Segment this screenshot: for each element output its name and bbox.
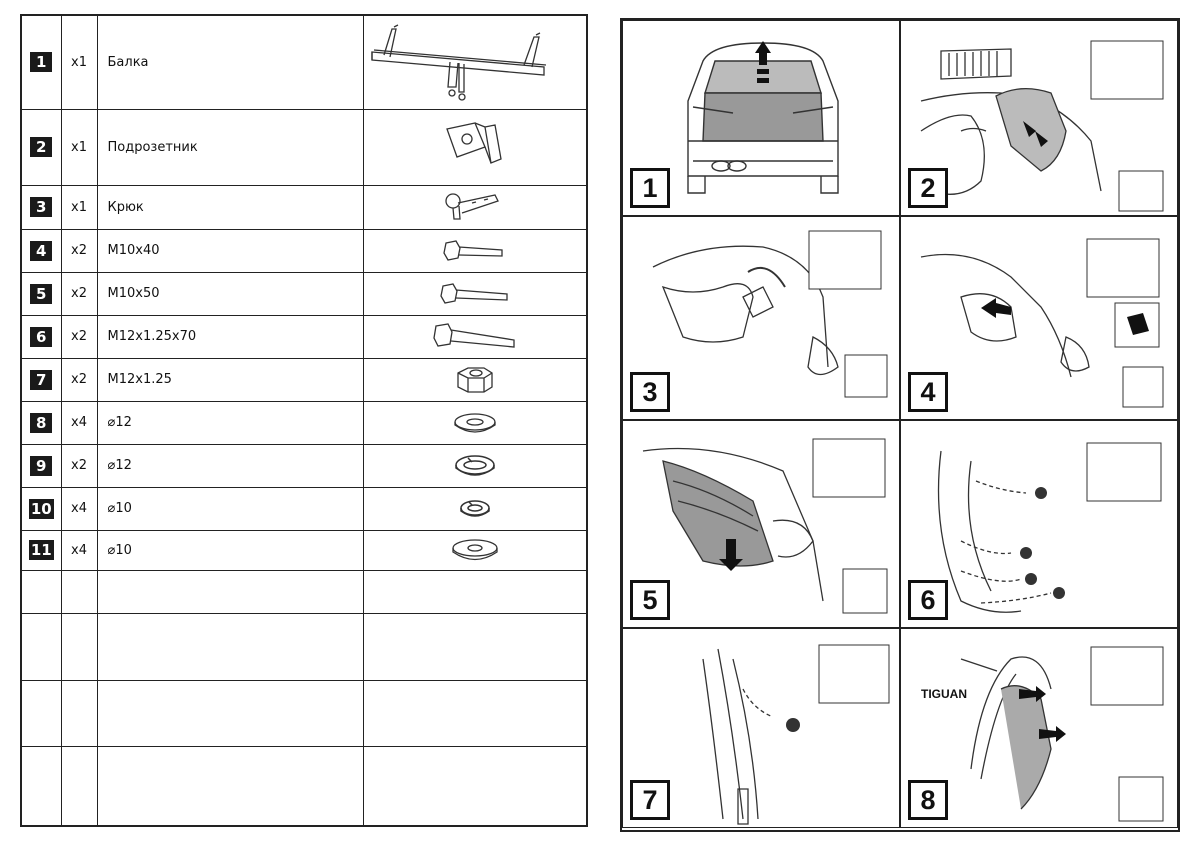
tow-ball-icon <box>440 189 510 225</box>
part-desc: ⌀12 <box>97 444 363 487</box>
bolt-icon <box>430 320 520 354</box>
part-number-badge: 1 <box>30 52 52 72</box>
step-number: 4 <box>908 372 948 412</box>
step-2 <box>900 20 1178 216</box>
part-qty: x4 <box>61 530 97 570</box>
part-desc: ⌀10 <box>97 530 363 570</box>
part-qty: x1 <box>61 15 97 109</box>
bolt-icon <box>437 279 513 309</box>
part-number-badge: 3 <box>30 197 52 217</box>
spring-washer-icon <box>450 452 500 480</box>
part-number-badge: 8 <box>30 413 52 433</box>
part-desc: ⌀12 <box>97 401 363 444</box>
part-qty: x1 <box>61 185 97 229</box>
part-number-badge: 10 <box>30 499 52 518</box>
step-number: 1 <box>630 168 670 208</box>
part-desc: Подрозетник <box>97 109 363 185</box>
part-number-badge: 2 <box>30 137 52 157</box>
installation-steps <box>620 18 1180 832</box>
step-5 <box>622 420 900 628</box>
step-number: 7 <box>630 780 670 820</box>
step-number: 5 <box>630 580 670 620</box>
step-8 <box>900 628 1178 828</box>
part-number-badge: 5 <box>30 284 52 304</box>
part-number-badge: 9 <box>30 456 52 476</box>
step-1 <box>622 20 900 216</box>
part-desc: M10x50 <box>97 272 363 315</box>
part-desc: M10x40 <box>97 229 363 272</box>
part-number-badge: 11 <box>30 541 52 559</box>
part-qty: x4 <box>61 487 97 530</box>
part-desc: ⌀10 <box>97 487 363 530</box>
flat-washer-icon <box>450 411 500 435</box>
part-qty: x2 <box>61 272 97 315</box>
part-number-badge: 6 <box>30 327 52 347</box>
step-4 <box>900 216 1178 420</box>
part-qty: x2 <box>61 358 97 401</box>
part-desc: M12x1.25 <box>97 358 363 401</box>
part-qty: x4 <box>61 401 97 444</box>
flat-washer-icon <box>448 537 502 563</box>
part-number-badge: 7 <box>30 370 52 390</box>
step-3 <box>622 216 900 420</box>
part-qty: x1 <box>61 109 97 185</box>
part-desc: Крюк <box>97 185 363 229</box>
step-6 <box>900 420 1178 628</box>
step-number: 3 <box>630 372 670 412</box>
bolt-icon <box>440 236 510 266</box>
parts-table <box>20 14 588 827</box>
tow-bar-beam-icon <box>364 17 564 107</box>
tiguan-label: TIGUAN <box>921 687 967 701</box>
step-number: 2 <box>908 168 948 208</box>
step-7 <box>622 628 900 828</box>
nut-icon <box>452 363 498 397</box>
part-qty: x2 <box>61 444 97 487</box>
part-desc: Балка <box>97 15 363 109</box>
step-number: 6 <box>908 580 948 620</box>
step-number: 8 <box>908 780 948 820</box>
part-desc: M12x1.25x70 <box>97 315 363 358</box>
spring-washer-icon <box>455 497 495 521</box>
part-number-badge: 4 <box>30 241 52 261</box>
part-qty: x2 <box>61 229 97 272</box>
socket-bracket-icon <box>435 117 515 177</box>
part-qty: x2 <box>61 315 97 358</box>
